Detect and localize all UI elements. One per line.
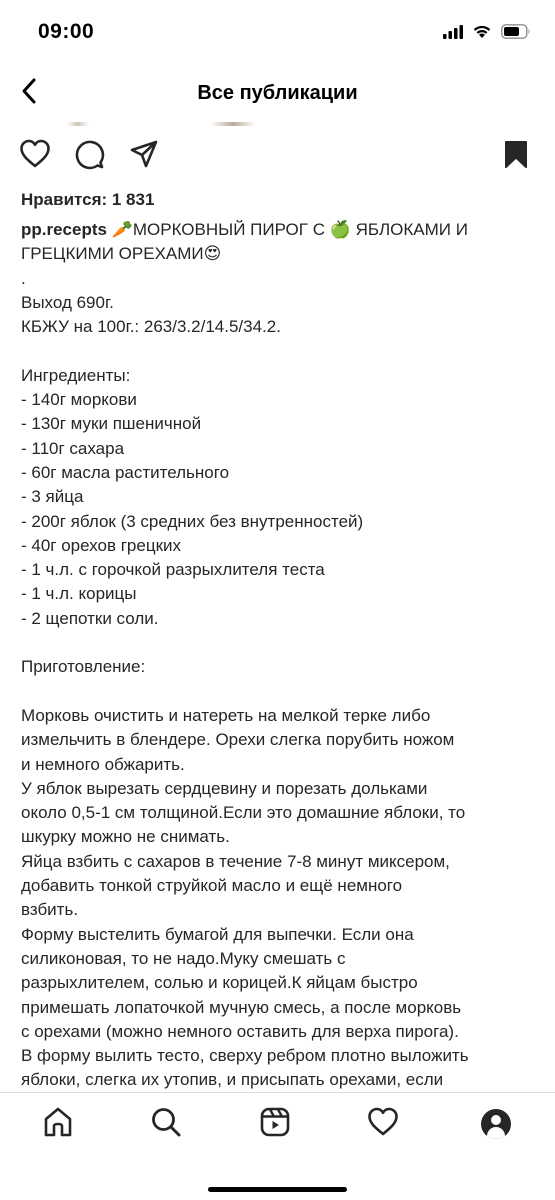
caption-line [21, 631, 536, 655]
caption-line: силиконовая, то не надо.Муку смешать с [21, 948, 346, 968]
signal-icon [443, 25, 463, 44]
caption-line: - 200г яблок (3 средних без внутренностей) [21, 511, 364, 531]
caption-line: Форму выстелить бумагой для выпечки. Если она [21, 924, 414, 944]
post-image-edge [0, 122, 555, 126]
caption-line: добавить тонкой струйкой масло и ещё немного [21, 876, 403, 896]
tab-bar [0, 1092, 555, 1200]
caption-line: взбить. [21, 900, 79, 920]
caption-line: яблоки, слегка их утопив, и присыпать орехами, если [21, 1070, 444, 1090]
post-actions [0, 138, 555, 178]
caption-line: Ингредиенты: [21, 365, 131, 385]
share-button[interactable] [126, 138, 162, 174]
search-icon [150, 1106, 182, 1143]
caption-title: 🥕МОРКОВНЫЙ ПИРОГ С 🍏 ЯБЛОКАМИ И [106, 220, 468, 239]
save-button[interactable] [498, 138, 534, 174]
page-title: Все публикации [197, 82, 358, 104]
caption-line: примешать лопаточкой мучную смесь, а после морковь [21, 997, 462, 1017]
tab-home[interactable] [41, 1107, 75, 1141]
tab-search[interactable] [149, 1107, 183, 1141]
caption-line: У яблок вырезать сердцевину и порезать дольками [21, 778, 428, 798]
caption-line: с орехами (можно немного оставить для верха пирога). [21, 1021, 459, 1041]
home-icon [42, 1106, 74, 1143]
status-icons [443, 24, 531, 44]
tab-reels[interactable] [258, 1107, 292, 1141]
like-button[interactable] [17, 138, 53, 174]
profile-avatar [481, 1109, 511, 1139]
tab-activity[interactable] [366, 1107, 400, 1141]
wifi-icon [472, 24, 492, 44]
heart-icon [19, 139, 51, 174]
post-caption [21, 218, 536, 1117]
post-username[interactable]: pp.recepts [21, 220, 107, 239]
caption-line: и немного обжарить. [21, 754, 185, 774]
caption-line: Приготовление: [21, 657, 146, 677]
caption-line: около 0,5-1 см толщиной.Если это домашние яблоки, то [21, 803, 466, 823]
caption-line [21, 339, 536, 363]
nav-bar [0, 64, 555, 122]
status-bar [0, 0, 555, 64]
caption-line [21, 218, 536, 242]
caption-line: В форму вылить тесто, сверху ребром плотно выложить [21, 1046, 469, 1066]
caption-line: шкурку можно не снимать. [21, 827, 230, 847]
caption-line: Морковь очистить и натереть на мелкой терке либо [21, 705, 431, 725]
caption-line [21, 680, 536, 704]
caption-line: Выход 690г. [21, 292, 114, 312]
caption-line: Яйца взбить с сахаров в течение 7-8 минут миксером, [21, 851, 450, 871]
comment-button[interactable] [71, 138, 107, 174]
caption-line: ГРЕЦКИМИ ОРЕХАМИ😍 [21, 244, 222, 264]
caption-line: измельчить в блендере. Орехи слегка порубить ножом [21, 730, 455, 750]
caption-line: - 1 ч.л. с горочкой разрыхлителя теста [21, 560, 325, 580]
status-time: 09:00 [38, 20, 95, 43]
share-icon [129, 139, 159, 174]
caption-line: . [21, 268, 26, 288]
tab-profile[interactable] [479, 1107, 513, 1141]
activity-heart-icon [367, 1107, 399, 1142]
caption-line: разрыхлителем, солью и корицей.К яйцам быстро [21, 973, 418, 993]
reels-icon [259, 1106, 291, 1143]
caption-line: - 130г муки пшеничной [21, 414, 202, 434]
caption-line: - 140г моркови [21, 390, 137, 410]
bookmark-icon [504, 140, 528, 173]
battery-icon [501, 24, 531, 44]
caption-line: КБЖУ на 100г.: 263/3.2/14.5/34.2. [21, 317, 281, 337]
caption-line: - 40г орехов грецких [21, 535, 182, 555]
caption-line: - 3 яйца [21, 487, 84, 507]
home-indicator [208, 1187, 347, 1192]
caption-line: - 2 щепотки соли. [21, 608, 159, 628]
comment-icon [73, 138, 105, 175]
likes-count[interactable]: Нравится: 1 831 [21, 190, 155, 209]
caption-line: - 110г сахара [21, 438, 125, 458]
caption-line: - 1 ч.л. корицы [21, 584, 137, 604]
caption-line: - 60г масла растительного [21, 462, 230, 482]
